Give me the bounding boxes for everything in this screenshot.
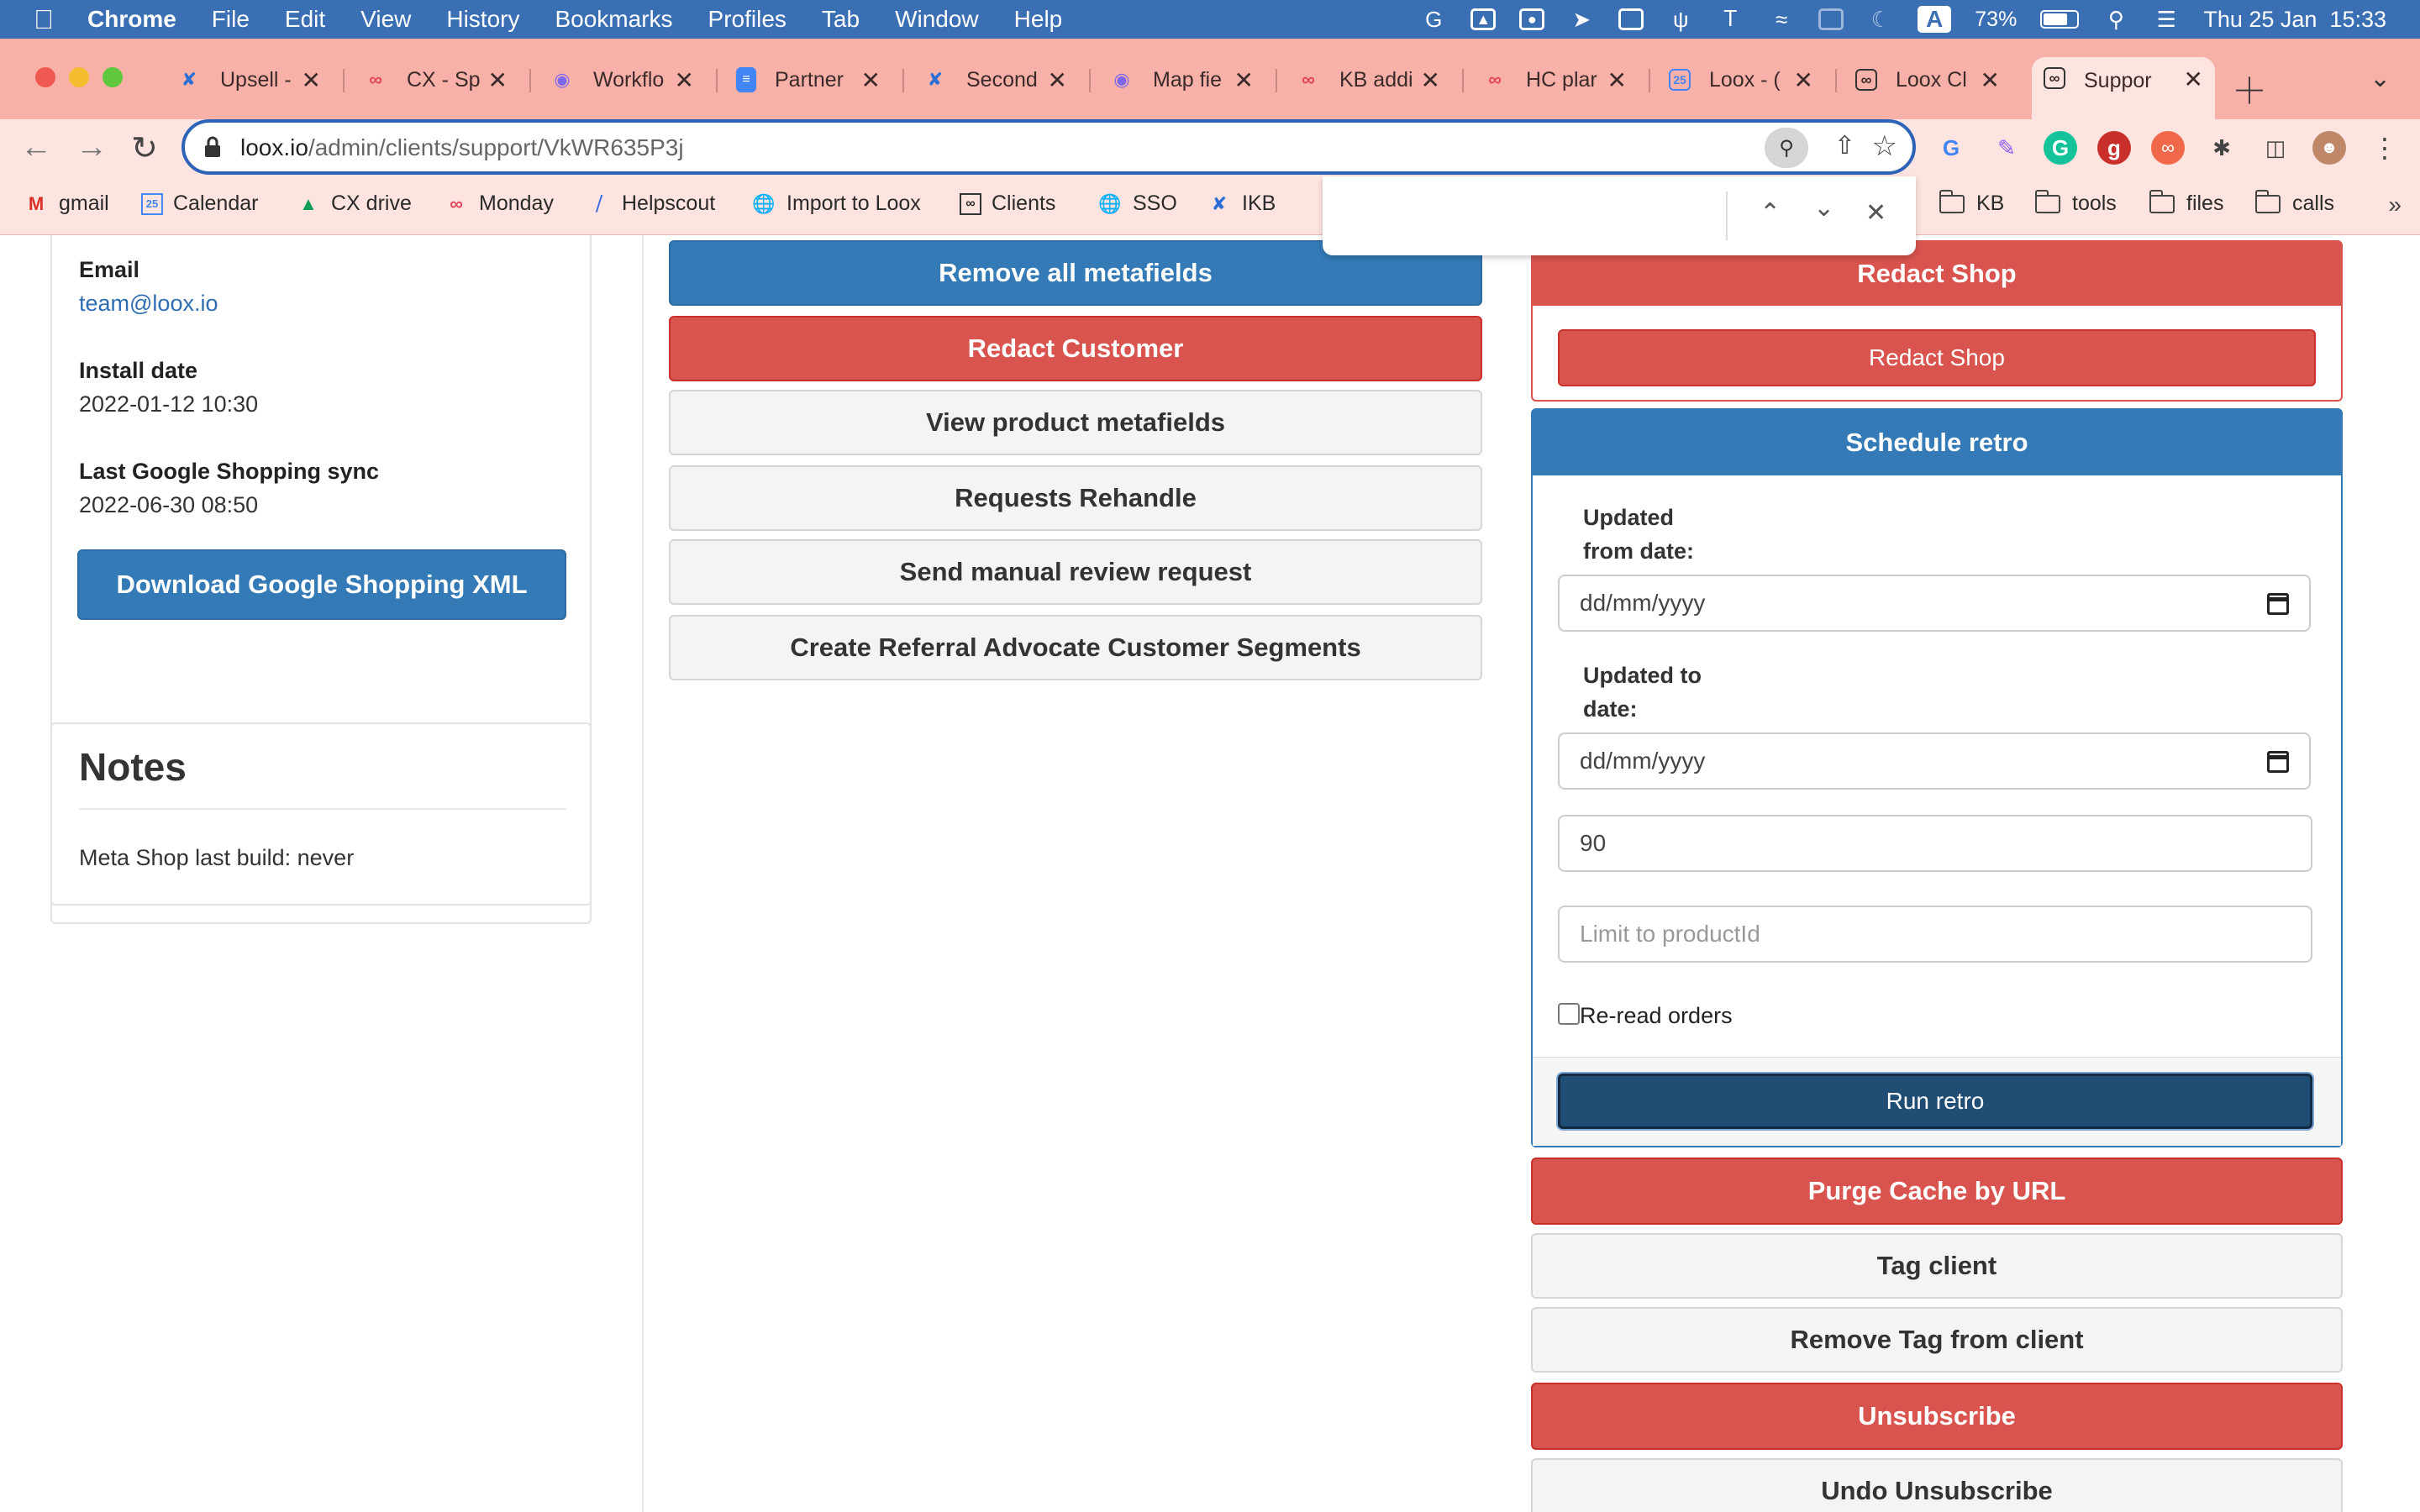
notes-text: Meta Shop last build: never <box>79 845 355 870</box>
menu-profiles[interactable]: Profiles <box>708 6 786 32</box>
loox-icon: ∞ <box>1855 69 1877 91</box>
google-docs-icon: ≡ <box>736 67 756 92</box>
sidecar-icon[interactable]: ➤ <box>1572 6 1591 32</box>
bookmark-helpscout[interactable]: ⧸ Helpscout <box>587 192 715 216</box>
gmail-icon: M <box>28 192 45 214</box>
forward-arrow-icon[interactable]: → <box>76 129 108 165</box>
close-tab-icon[interactable]: ✕ <box>1047 66 1067 93</box>
find-previous-chevron-icon[interactable]: ⌃ <box>1760 199 1781 227</box>
google-translate-extension-icon[interactable]: G <box>1942 134 1960 160</box>
bookmark-folder-files[interactable]: files <box>2149 192 2223 216</box>
page-content <box>0 235 2420 1512</box>
schedule-retro-panel <box>1531 408 2343 1147</box>
download-google-shopping-xml-button[interactable]: Download Google Shopping XML <box>77 549 566 620</box>
bookmark-sso[interactable]: 🌐 SSO <box>1098 192 1177 215</box>
menu-history[interactable]: History <box>446 6 520 32</box>
updated-to-label: Updated to date: <box>1583 663 1702 722</box>
sync-label: Last Google Shopping sync <box>79 459 380 484</box>
monday-icon: ∞ <box>1302 69 1315 90</box>
tab-title: HC plar <box>1526 67 1597 92</box>
find-bar <box>1323 176 1916 255</box>
spotlight-search-icon[interactable]: ⚲ <box>2107 6 2124 32</box>
install-date-value: 2022-01-12 10:30 <box>79 391 259 417</box>
tab-search-chevron-icon[interactable]: ⌄ <box>2370 65 2391 92</box>
bookmark-clients[interactable]: ∞ Clients <box>960 192 1055 216</box>
send-manual-review-request-button[interactable]: Send manual review request <box>669 539 1482 605</box>
purge-cache-by-url-button[interactable]: Purge Cache by URL <box>1531 1158 2343 1225</box>
confluence-icon: ✘ <box>181 69 197 90</box>
limit-to-productid-input[interactable]: Limit to productId <box>1558 906 2312 963</box>
tab-title: Upsell - <box>220 67 292 92</box>
confluence-icon: ✘ <box>1211 192 1228 214</box>
view-product-metafields-button[interactable]: View product metafields <box>669 390 1482 455</box>
close-tab-icon[interactable]: ✕ <box>1793 66 1813 93</box>
calendar-icon: 25 <box>1669 69 1691 91</box>
redact-shop-panel <box>1531 240 2343 402</box>
drive-status-icon[interactable]: ▲ <box>1470 8 1496 30</box>
notes-title: Notes <box>79 745 187 789</box>
bookmark-cx-drive[interactable]: ▲ CX drive <box>296 192 412 216</box>
lock-icon[interactable] <box>203 136 222 158</box>
retro-days-input[interactable]: 90 <box>1558 815 2312 872</box>
browser-tab[interactable] <box>165 59 333 101</box>
screen-recorder-icon[interactable]: ● <box>1519 8 1544 30</box>
folder-icon <box>2035 195 2060 213</box>
close-tab-icon[interactable]: ✕ <box>1420 66 1440 93</box>
wifi-icon[interactable]: ≈ <box>1776 6 1788 32</box>
bookmark-star-icon[interactable]: ☆ <box>1871 130 1897 162</box>
drive-icon: ▲ <box>299 192 318 214</box>
menu-window[interactable]: Window <box>895 6 979 32</box>
remove-all-metafields-button[interactable]: Remove all metafields <box>669 240 1482 306</box>
globe-icon: 🌐 <box>752 192 776 214</box>
macos-menu-bar <box>0 0 2420 39</box>
folder-icon <box>1939 195 1965 213</box>
browser-tab[interactable] <box>1657 59 1825 101</box>
requests-rehandle-button[interactable]: Requests Rehandle <box>669 465 1482 531</box>
redact-shop-button[interactable]: Redact Shop <box>1558 329 2316 386</box>
remove-tag-from-client-button[interactable]: Remove Tag from client <box>1531 1307 2343 1373</box>
close-tab-icon[interactable]: ✕ <box>860 66 881 93</box>
bookmark-folder-kb[interactable]: KB <box>1939 192 2004 216</box>
tab-title: Loox - ( <box>1709 67 1781 92</box>
bookmark-calendar[interactable]: 25 Calendar <box>141 192 258 216</box>
install-date-label: Install date <box>79 358 198 383</box>
focus-moon-icon[interactable]: ☾ <box>1870 6 1891 32</box>
browser-toolbar <box>0 119 2420 176</box>
find-next-chevron-icon[interactable]: ⌄ <box>1813 194 1835 222</box>
side-panel-icon[interactable]: ◫ <box>2265 134 2286 160</box>
menu-view[interactable]: View <box>360 6 412 32</box>
browser-tab[interactable] <box>351 59 519 101</box>
run-retro-button[interactable]: Run retro <box>1558 1074 2312 1129</box>
updated-from-date-input[interactable]: dd/mm/yyyy <box>1558 575 2311 632</box>
grammarly-status-icon[interactable]: G <box>1425 6 1443 32</box>
bookmark-monday[interactable]: ∞ Monday <box>444 192 554 216</box>
loox-icon: ∞ <box>960 193 981 215</box>
minimize-window-button[interactable] <box>69 67 89 87</box>
redact-customer-button[interactable]: Redact Customer <box>669 316 1482 381</box>
menu-clock[interactable]: Thu 25 Jan 15:33 <box>2203 6 2386 32</box>
menu-help[interactable]: Help <box>1013 6 1063 32</box>
control-center-icon[interactable]: ☰ <box>2156 6 2176 32</box>
close-tab-icon[interactable]: ✕ <box>2183 66 2203 92</box>
close-tab-icon[interactable]: ✕ <box>1607 66 1627 93</box>
zoom-window-button[interactable] <box>103 67 123 87</box>
monday-icon: ∞ <box>369 69 382 90</box>
clickup-icon: ◉ <box>554 69 571 90</box>
browser-tab[interactable] <box>1470 59 1639 101</box>
close-find-icon[interactable]: ✕ <box>1865 199 1887 227</box>
bluetooth-icon[interactable]: Ꭲ <box>1724 6 1739 31</box>
battery-icon[interactable] <box>2040 10 2079 29</box>
redact-shop-heading: Redact Shop <box>1533 242 2341 306</box>
address-bar[interactable] <box>182 119 1916 175</box>
find-input[interactable] <box>1339 190 1709 240</box>
menu-tab[interactable]: Tab <box>821 6 860 32</box>
pen-extension-icon[interactable]: ✎ <box>1997 134 2016 160</box>
screen-mirroring-icon[interactable] <box>1618 8 1644 30</box>
monday-icon: ∞ <box>450 192 463 214</box>
share-icon[interactable]: ⇧ <box>1833 132 1855 160</box>
bookmark-gmail[interactable]: M gmail <box>24 192 109 216</box>
close-tab-icon[interactable]: ✕ <box>1234 66 1254 93</box>
menu-app-name[interactable]: Chrome <box>87 6 176 32</box>
close-tab-icon[interactable]: ✕ <box>1980 66 2000 93</box>
reread-orders-checkbox[interactable] <box>1558 1003 1580 1025</box>
tab-title: KB addi <box>1339 67 1413 92</box>
grammarly-extension-icon[interactable]: G <box>2044 131 2077 165</box>
tab-title: Map fie <box>1153 67 1222 92</box>
close-tab-icon[interactable]: ✕ <box>674 66 694 93</box>
calendar-icon: 25 <box>141 193 163 215</box>
folder-icon <box>2255 195 2281 213</box>
network-utility-icon[interactable]: ψ <box>1673 6 1689 32</box>
monday-icon: ∞ <box>1488 69 1502 90</box>
tab-title: Loox Cl <box>1896 67 1967 92</box>
confluence-icon: ✘ <box>927 69 944 90</box>
loox-extension-icon[interactable]: ∞ <box>2151 131 2185 165</box>
close-tab-icon[interactable]: ✕ <box>301 66 321 93</box>
new-tab-plus-icon[interactable]: ＋ <box>2232 71 2268 111</box>
more-bookmarks-chevron-icon[interactable]: » <box>2388 192 2402 218</box>
browser-tab[interactable] <box>1844 59 2012 101</box>
clickup-icon: ◉ <box>1113 69 1130 90</box>
helpscout-icon: ⧸ <box>596 192 602 214</box>
email-label: Email <box>79 257 140 282</box>
bookmark-import-to-loox[interactable]: 🌐 Import to Loox <box>752 192 921 215</box>
close-window-button[interactable] <box>35 67 55 87</box>
input-source-icon[interactable]: A <box>1918 6 1951 33</box>
close-tab-icon[interactable]: ✕ <box>487 66 508 93</box>
find-in-page-icon[interactable]: ⚲ <box>1765 128 1808 168</box>
email-link[interactable]: team@loox.io <box>79 291 218 316</box>
updated-to-date-input[interactable]: dd/mm/yyyy <box>1558 732 2311 790</box>
browser-tab[interactable] <box>911 59 1079 101</box>
create-referral-advocate-segments-button[interactable]: Create Referral Advocate Customer Segments <box>669 615 1482 680</box>
tab-title: Partner <box>775 67 844 92</box>
url-text[interactable]: loox.io/admin/clients/support/VkWR635P3j <box>240 134 684 160</box>
back-arrow-icon[interactable]: ← <box>20 129 52 165</box>
tab-title: Second <box>966 67 1038 92</box>
battery-percentage: 73% <box>1975 7 2018 31</box>
browser-tab[interactable] <box>724 59 892 101</box>
sync-date-value: 2022-06-30 08:50 <box>79 492 259 517</box>
battery-level-fill <box>2044 13 2067 25</box>
tab-strip <box>0 39 2420 119</box>
menu-bookmarks[interactable]: Bookmarks <box>555 6 673 32</box>
reread-orders-label: Re-read orders <box>1580 1003 1733 1028</box>
red-extension-icon[interactable]: g <box>2097 131 2131 165</box>
reload-icon[interactable]: ↻ <box>131 131 158 166</box>
stage-manager-icon[interactable] <box>1818 8 1844 30</box>
bookmark-ikb[interactable]: ✘ IKB <box>1207 192 1276 216</box>
bookmarks-bar <box>0 176 2420 235</box>
bookmark-folder-calls[interactable]: calls <box>2255 192 2334 216</box>
browser-tab[interactable] <box>1097 59 1265 101</box>
extensions-puzzle-icon[interactable]: ✱ <box>2212 134 2231 160</box>
notes-panel <box>50 722 592 906</box>
menu-file[interactable]: File <box>211 6 250 32</box>
browser-tab[interactable] <box>1284 59 1452 101</box>
tab-title: Suppor <box>2084 69 2152 92</box>
calendar-icon[interactable] <box>2267 751 2289 773</box>
unsubscribe-button[interactable]: Unsubscribe <box>1531 1383 2343 1450</box>
globe-icon: 🌐 <box>1098 192 1122 214</box>
profile-avatar[interactable]: ☻ <box>2312 131 2346 165</box>
loox-icon: ∞ <box>2044 67 2065 89</box>
tab-title: Workflo <box>593 67 665 92</box>
tab-title: CX - Sp <box>407 67 481 92</box>
calendar-icon[interactable] <box>2267 593 2289 615</box>
tag-client-button[interactable]: Tag client <box>1531 1233 2343 1299</box>
menu-edit[interactable]: Edit <box>284 6 326 32</box>
updated-from-label: Updated from date: <box>1583 505 1695 564</box>
browser-tab[interactable] <box>538 59 706 101</box>
folder-icon <box>2149 195 2175 213</box>
apple-menu-icon[interactable] <box>0 4 87 35</box>
bookmark-folder-tools[interactable]: tools <box>2035 192 2117 216</box>
schedule-retro-heading: Schedule retro <box>1533 410 2341 475</box>
browser-tab-active[interactable] <box>2032 57 2215 119</box>
undo-unsubscribe-button[interactable]: Undo Unsubscribe <box>1531 1458 2343 1512</box>
chrome-menu-icon[interactable]: ⋮ <box>2371 133 2398 163</box>
